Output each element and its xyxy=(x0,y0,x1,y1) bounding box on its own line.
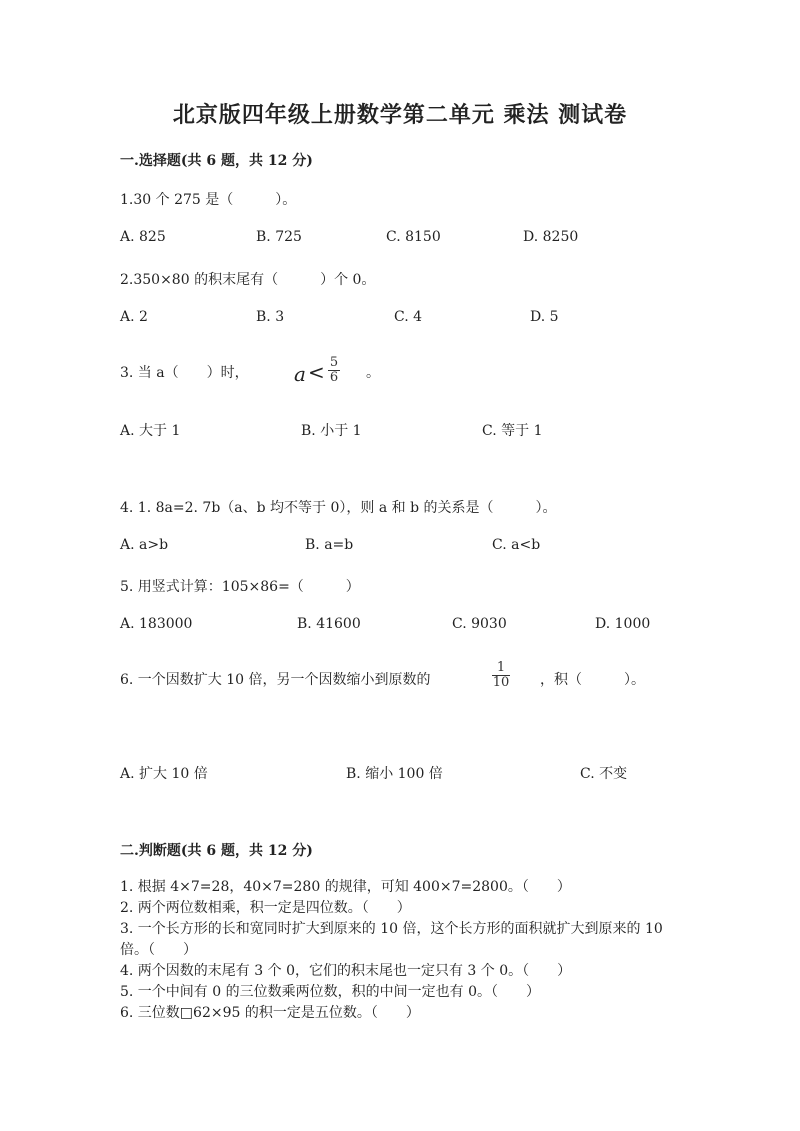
q5-option-b: B. 41600 xyxy=(297,616,361,632)
fraction-denominator: 10 xyxy=(492,675,510,691)
q4-option-a: A. a>b xyxy=(120,537,169,553)
question-2: 2.350×80 的积末尾有（ ）个 0。 xyxy=(120,272,376,288)
q3-option-c: C. 等于 1 xyxy=(482,423,543,439)
q4-option-c: C. a<b xyxy=(492,537,541,553)
question-6: 6. 一个因数扩大 10 倍，另一个因数缩小到原数的 xyxy=(120,672,431,688)
fraction-numerator: 1 xyxy=(496,660,506,675)
q1-option-d: D. 8250 xyxy=(523,229,579,245)
question-5: 5. 用竖式计算：105×86=（ ） xyxy=(120,579,360,595)
fraction-denominator: 6 xyxy=(329,370,339,386)
question-4: 4. 1. 8a=2. 7b（a、b 均不等于 0），则 a 和 b 的关系是（ ）。 xyxy=(120,500,557,516)
q6-option-a: A. 扩大 10 倍 xyxy=(120,766,208,782)
judge-item-1: 1. 根据 4×7=28，40×7=280 的规律，可知 400×7=2800。（ ） xyxy=(120,879,571,895)
fraction-one-tenth xyxy=(492,661,510,691)
q1-option-a: A. 825 xyxy=(120,229,166,245)
judge-item-6: 6. 三位数□62×95 的积一定是五位数。（ ） xyxy=(120,1005,420,1021)
question-1: 1.30 个 275 是（ ）。 xyxy=(120,192,297,208)
judge-item-5: 5. 一个中间有 0 的三位数乘两位数，积的中间一定也有 0。（ ） xyxy=(120,984,540,1000)
q5-option-c: C. 9030 xyxy=(452,616,507,632)
judge-item-3: 3. 一个长方形的长和宽同时扩大到原来的 10 倍，这个长方形的面积就扩大到原来的 10 倍。（ ） xyxy=(120,921,663,958)
math-variable: a xyxy=(294,362,306,386)
inequality-formula xyxy=(292,356,344,390)
q2-option-a: A. 2 xyxy=(120,309,148,325)
math-less-than: < xyxy=(308,360,325,384)
fraction-numerator: 5 xyxy=(329,355,339,370)
judge-item-2: 2. 两个两位数相乘，积一定是四位数。（ ） xyxy=(120,900,411,916)
section-judge-heading: 二.判断题(共 6 题，共 12 分) xyxy=(120,843,313,859)
section-choice-heading: 一.选择题(共 6 题，共 12 分) xyxy=(120,153,313,169)
q2-option-d: D. 5 xyxy=(530,309,559,325)
q6-option-c: C. 不变 xyxy=(580,766,628,782)
q4-option-b: B. a=b xyxy=(305,537,354,553)
q6-text-after: ，积（ ）。 xyxy=(540,672,645,688)
judge-item-4: 4. 两个因数的末尾有 3 个 0，它们的积末尾也一定只有 3 个 0。（ ） xyxy=(120,963,572,979)
q6-option-b: B. 缩小 100 倍 xyxy=(346,766,443,782)
page-title: 北京版四年级上册数学第二单元 乘法 测试卷 xyxy=(172,102,628,128)
q5-option-d: D. 1000 xyxy=(595,616,651,632)
q5-option-a: A. 183000 xyxy=(120,616,193,632)
q2-option-c: C. 4 xyxy=(394,309,423,325)
q3-option-a: A. 大于 1 xyxy=(120,423,181,439)
question-3: 3. 当 a（ ）时， xyxy=(120,365,249,381)
q3-option-b: B. 小于 1 xyxy=(301,423,362,439)
q1-option-b: B. 725 xyxy=(256,229,302,245)
q3-text-after: 。 xyxy=(366,365,380,381)
q1-option-c: C. 8150 xyxy=(386,229,441,245)
fraction-five-sixths xyxy=(328,356,340,386)
q2-option-b: B. 3 xyxy=(256,309,285,325)
